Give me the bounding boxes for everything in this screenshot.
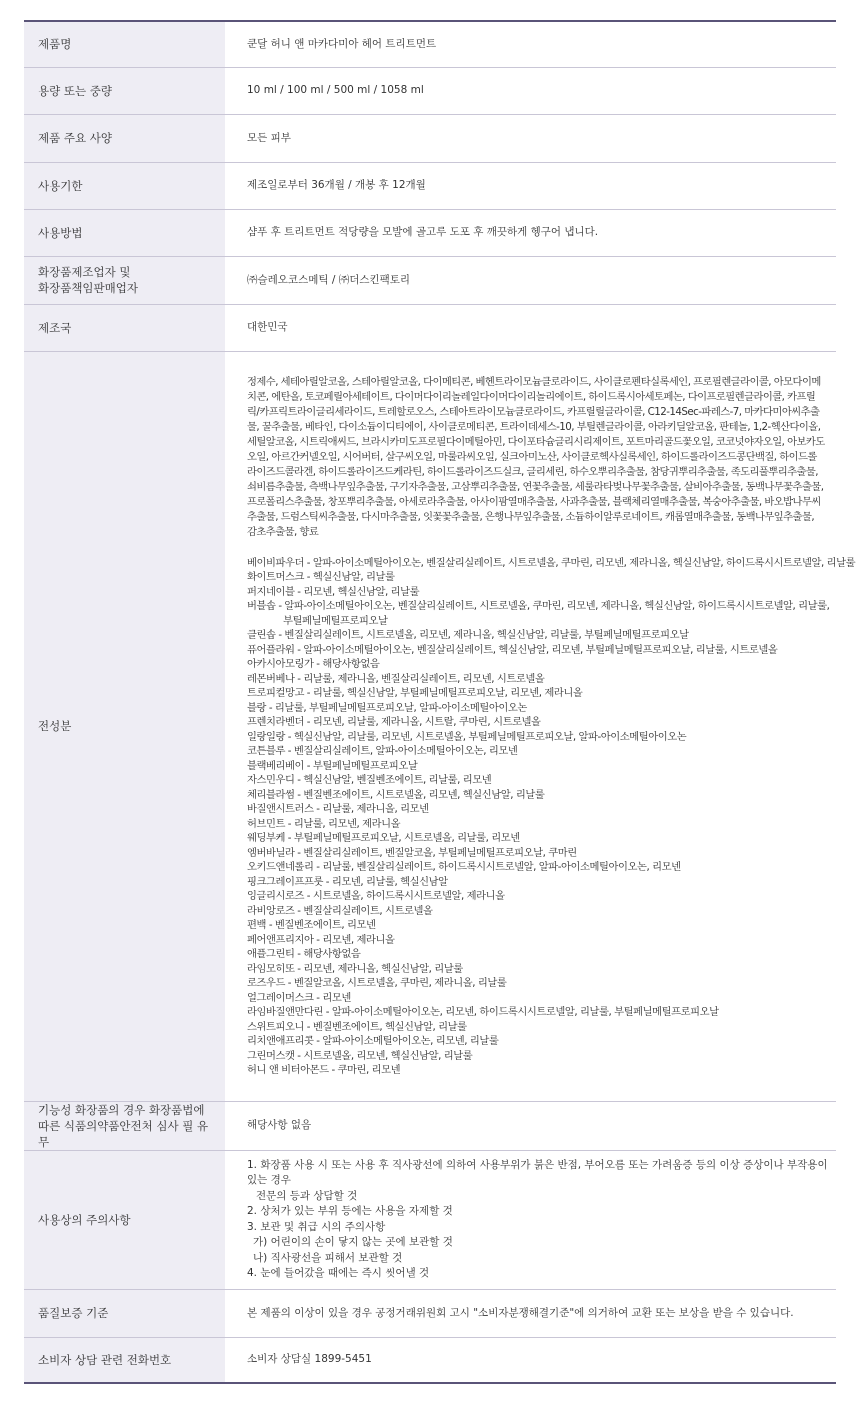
fragrance-item: 리치앤애프리콧 - 알파-아이소메틸아이오논, 리모넨, 리날룰 [247,1035,499,1047]
product-info-table [24,20,856,1384]
row-ingredients [24,351,836,1101]
fragrance-item: 퓨어플라워 - 알파-아이소메틸아이오논, 벤질살리실레이트, 헥실신남알, 리모넨, 부틸페닐메틸프로피오날, 리날룰, 시트로넬올 [247,643,778,656]
fragrance-item: 오키드앤네롤리 - 리날룰, 벤질살리실레이트, 하이드록시시트로넬알, 알파-아이소메틸아이오논, 리모넨 [247,861,681,873]
value-country: 대한민국 [225,304,836,351]
fragrance-item: 아카시아모링가 - 해당사항없음 [247,658,380,670]
label-functional-line-1: 기능성 화장품의 경우 화장품법에 [38,1102,205,1117]
fragrance-item: 얼그레이머스크 - 리모넨 [247,991,351,1004]
ingredients-main-list: 정제수, 세테아릴알코올, 스테아릴알코올, 다이메티콘, 베헨트라이모늄클로라이드, 사이클로펜타실록세인, 프로필렌글라이콜, 아모다이메치콘, 에탄올, 토코페릴아세테이트, 다이머다이리놀레일다이머다이리놀리에이트, 하이드록시아세토페논, 다이프로필렌글라이콜, 카프릴릭/카프릭트라이글리세라이드, 트레할로오스, 스테아트라이모늄클로라이드, 카프릴릴글라이콜, C12-14Sec-파레스-7, 마카다미아씨추출물, 꿀추출물, 베타인, 다이소듐이디티에이, 사이클로메티콘, 트라이데세스-10, 부틸렌글라이콜, 아라키딜알코올, 판테놀, 1,2-헥산다이올, 세틸알코올, 시트릭애씨드, 브라시카미도프로필다이메틸아민, 다이포타슘글리시리제이트, 포트마리골드꽃오일, 코코넛야자오일, 아보카도오일, 아르간커넬오일, 시어버터, 살구씨오일, 마룰라씨오일, 실크아미노산, 사이클로헥사실록세인, 하이드롤라이즈드콩단백질, 하이드롤라이즈드콜라겐, 하이드롤라이즈드케라틴, 하이드롤라이즈드실크, 글리세린, 하수오뿌리추출물, 참당귀뿌리추출물, 족도리풀뿌리추출물, 쇠비름추출물, 측백나무잎추출물, 구기자추출물, 고삼뿌리추출물, 연꽃추출물, 세룰라타벚나무꽃추출물, 살비아추출물, 동백나무꽃추출물, 프로폴리스추출물, 창포뿌리추출물, 아세로라추출물, 아사이팜열매추출물, 사과추출물, 블랙체리열매추출물, 복숭아추출물, 바오밥나무씨추출물, 드럼스틱씨추출물, 다시마추출물, 잇꽃꽃추출물, 은행나무잎추출물, 소듐하이알루로네이트, 캐롭열매추출물, 동백나무잎추출물, 감초추출물, 향료 [247,375,825,538]
value-expiry: 제조일로부터 36개월 / 개봉 후 12개월 [225,162,836,209]
value-volume: 10 ml / 100 ml / 500 ml / 1058 ml [225,67,836,114]
fragrance-item: 블랑 - 리날룰, 부틸페닐메틸프로피오날, 알파-아이소메틸아이오논 [247,701,527,714]
fragrance-item: 베이비파우더 - 알파-아이소메틸아이오논, 벤질살리실레이트, 시트로넬올, 쿠마린, 리모넨, 제라니올, 헥실신남알, 하이드록시시트로넬알, 리날룰 [247,556,856,569]
fragrance-item: 일랑일랑 - 헥실신남알, 리날룰, 리모넨, 시트로넬올, 부틸페닐메틸프로피오날, 알파-아이소메틸아이오논 [247,730,687,743]
fragrance-item: 라임바질앤만다린 - 알파-아이소메틸아이오논, 리모넨, 하이드록시시트로넬알, 리날룰, 부틸페닐메틸프로피오날 [247,1006,719,1018]
fragrance-item: 체리블라썸 - 벤질벤조에이트, 시트로넬올, 리모넨, 헥실신남알, 리날룰 [247,788,545,801]
fragrance-item: 퍼지네이블 - 리모넨, 헥실신남알, 리날룰 [247,585,420,598]
caution-line: 1. 화장품 사용 시 또는 사용 후 직사광선에 의하여 사용부위가 붉은 반점, 부어오름 또는 가려움증 등의 이상 증상이나 부작용이 있는 경우 [247,1158,828,1186]
fragrance-item: 화이트머스크 - 헥실신남알, 리날룰 [247,571,395,583]
value-usage: 샴푸 후 트리트먼트 적당량을 모발에 골고루 도포 후 깨끗하게 헹구어 냅니다. [225,209,836,256]
caution-line: 나) 직사광선을 피해서 보관할 것 [253,1251,403,1264]
row-spec [24,114,836,162]
value-manufacturer: ㈜슬레오코스메틱 / ㈜더스킨팩토리 [225,256,836,304]
fragrance-item: 코튼블루 - 벤질살리실레이트, 알파-아이소메틸아이오논, 리모넨 [247,745,518,757]
label-manufacturer-line-2: 화장품책임판매업자 [38,281,138,295]
label-expiry: 사용기한 [24,162,225,209]
caution-line: 전문의 등과 상담할 것 [256,1189,358,1202]
fragrance-item: 허브민트 - 리날룰, 리모넨, 제라니올 [247,817,401,830]
fragrance-item: 그린머스캣 - 시트로넬올, 리모넨, 헥실신남알, 리날룰 [247,1049,473,1062]
fragrance-item: 잉글리시로즈 - 시트로넬올, 하이드록시시트로넬알, 제라니올 [247,890,505,902]
fragrance-item: 프렌치라벤더 - 리모넨, 리날룰, 제라니올, 시트랄, 쿠마린, 시트로넬올 [247,716,541,728]
fragrance-item: 로즈우드 - 벤질알코올, 시트로넬올, 쿠마린, 제라니올, 리날룰 [247,977,507,989]
fragrance-item: 페어앤프리지아 - 리모넨, 제라니올 [247,933,395,946]
caution-line: 2. 상처가 있는 부위 등에는 사용을 자제할 것 [247,1205,453,1217]
fragrance-item: 버블솝 - 알파-아이소메틸아이오논, 벤질살리실레이트, 시트로넬올, 쿠마린, 리모넨, 제라니올, 헥실신남알, 하이드록시시트로넬알, 리날룰, [247,600,830,612]
fragrance-item: 웨딩부케 - 부틸페닐메틸프로피오날, 시트로넬올, 리날룰, 리모넨 [247,832,520,844]
fragrance-item: 엠버바닐라 - 벤질살리실레이트, 벤질알코올, 부틸페닐메틸프로피오날, 쿠마린 [247,846,577,859]
label-functional-line-2: 따른 식품의약품안전처 심사 필 유무 [38,1118,209,1149]
value-ingredients [225,351,856,1101]
value-contact: 소비자 상담실 1899-5451 [225,1337,836,1383]
label-manufacturer [24,256,225,304]
fragrance-item: 블랙베리베이 - 부틸페닐메틸프로피오날 [247,759,418,772]
label-volume: 용량 또는 중량 [24,67,225,114]
caution-line: 4. 눈에 들어갔을 때에는 즉시 씻어낼 것 [247,1267,430,1279]
value-spec: 모든 피부 [225,114,836,162]
value-caution [225,1150,836,1289]
fragrance-item: 레몬버베나 - 리날룰, 제라니올, 벤질살리실레이트, 리모넨, 시트로넬올 [247,672,545,685]
label-product-name: 제품명 [24,21,225,67]
label-functional [24,1101,225,1150]
row-volume [24,67,836,114]
fragrance-item: 클린솝 - 벤질살리실레이트, 시트로넬올, 리모넨, 제라니올, 헥실신남알, 리날룰, 부틸페닐메틸프로피오날 [247,629,689,641]
value-quality: 본 제품의 이상이 있을 경우 공정거래위원회 고시 "소비자분쟁해결기준"에 의거하여 교환 또는 보상을 받을 수 있습니다. [225,1289,836,1337]
fragrance-item: 바질앤시트러스 - 리날룰, 제라니올, 리모넨 [247,803,429,815]
label-contact: 소비자 상담 관련 전화번호 [24,1337,225,1383]
label-usage: 사용방법 [24,209,225,256]
row-manufacturer [24,256,836,304]
fragrance-item: 자스민우디 - 헥실신남알, 벤질벤조에이트, 리날룰, 리모넨 [247,774,492,786]
value-functional: 해당사항 없음 [225,1101,836,1150]
product-info-table-wrapper [24,20,856,1384]
label-spec: 제품 주요 사양 [24,114,225,162]
label-country: 제조국 [24,304,225,351]
fragrance-item: 애플그린티 - 해당사항없음 [247,948,361,960]
value-product-name: 쿤달 허니 앤 마카다미아 헤어 트리트먼트 [225,21,836,67]
fragrance-item: 편백 - 벤질벤조에이트, 리모넨 [247,919,376,931]
fragrance-allergen-list [247,556,856,1078]
label-quality: 품질보증 기준 [24,1289,225,1337]
label-caution: 사용상의 주의사항 [24,1150,225,1289]
fragrance-item: 트로피컬망고 - 리날룰, 헥실신남알, 부틸페닐메틸프로피오날, 리모넨, 제라니올 [247,687,583,699]
row-usage [24,209,836,256]
row-quality [24,1289,836,1337]
fragrance-item-continued: 부틸페닐메틸프로피오날 [283,614,388,627]
row-expiry [24,162,836,209]
caution-line: 가) 어린이의 손이 닿지 않는 곳에 보관할 것 [253,1236,453,1248]
label-manufacturer-line-1: 화장품제조업자 및 [38,265,131,279]
row-contact [24,1337,836,1383]
fragrance-item: 핑크그레이프프룻 - 리모넨, 리날룰, 헥실신남알 [247,875,448,888]
label-ingredients: 전성분 [24,351,225,1101]
fragrance-item: 라임모히또 - 리모넨, 제라니올, 헥실신남알, 리날룰 [247,962,463,975]
row-caution [24,1150,836,1289]
row-functional [24,1101,836,1150]
row-country [24,304,836,351]
fragrance-item: 허니 앤 비터아몬드 - 쿠마린, 리모넨 [247,1064,401,1076]
fragrance-item: 스위트피오니 - 벤질벤조에이트, 헥실신남알, 리날룰 [247,1020,467,1033]
fragrance-item: 라비앙로즈 - 벤질살리실레이트, 시트로넬올 [247,904,433,917]
row-product-name [24,21,836,67]
caution-line: 3. 보관 및 취급 시의 주의사항 [247,1220,386,1233]
